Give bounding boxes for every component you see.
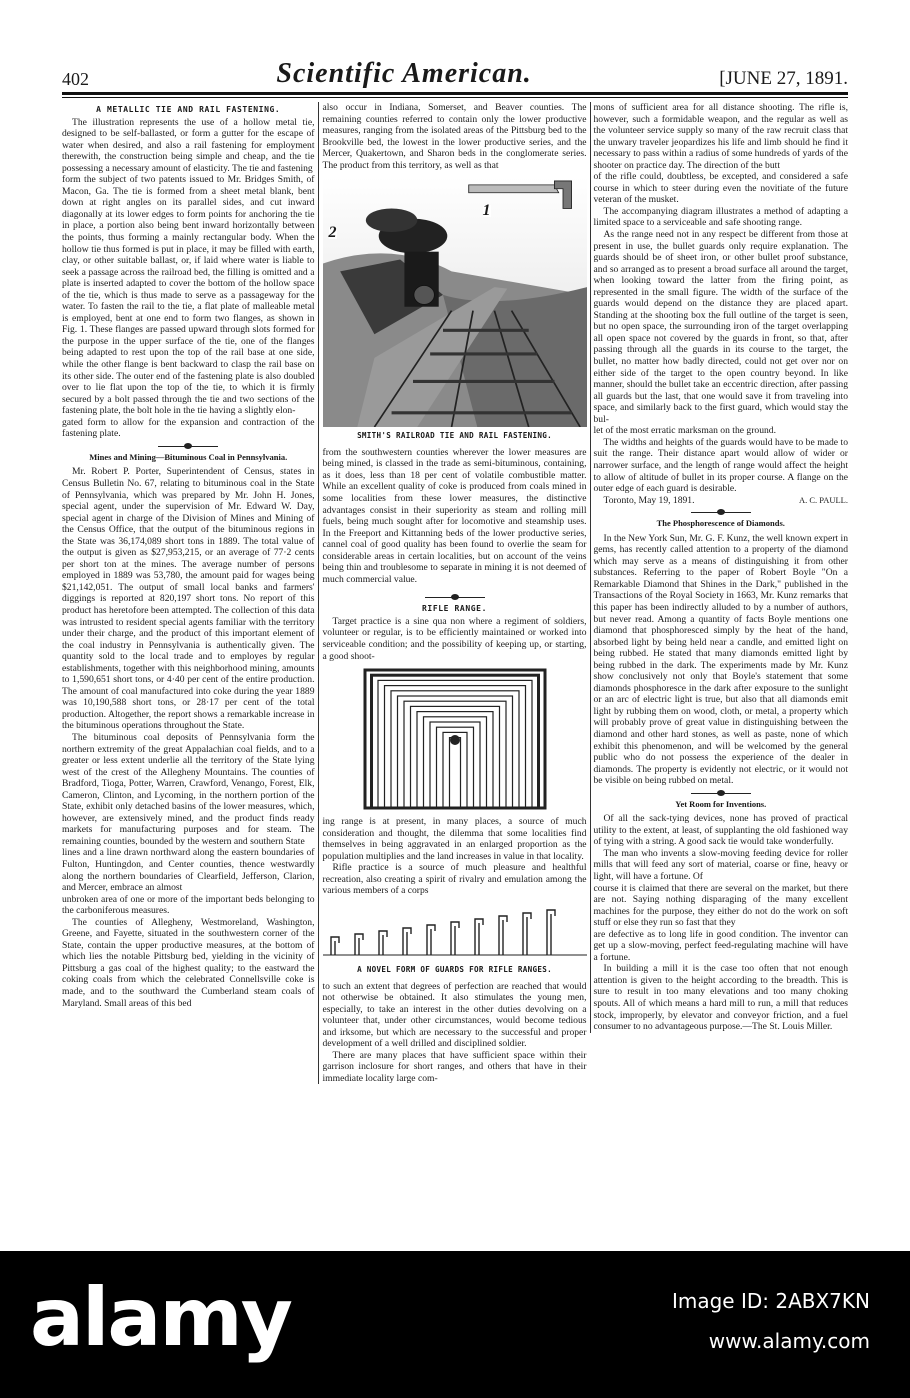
guard-shape	[499, 916, 507, 955]
article-title: RIFLE RANGE.	[422, 604, 487, 614]
guard-frame	[397, 696, 512, 808]
divider	[425, 593, 485, 601]
rifle-range-diagram	[355, 668, 555, 810]
paragraph: Target practice is a sine qua non where a regiment of soldiers, volunteer or regular, is to be efficiently maintained or worked into serviceable condition; and the possibility of keeping up, or starting, a good shoot-	[322, 615, 587, 662]
article-title: The Phosphorescence of Diamonds.	[656, 518, 785, 529]
paragraph: The illustration represents the use of a hollow metal tie, designed to be self-ballasted, or form a gutter for the escape of water when desired, and also a rail fastening for employment therewith, the construction being simple and cheap, and the tie possessing a necessary amount of elasticity. The tie and fastening	[62, 116, 315, 174]
guard-frame	[430, 722, 480, 808]
guard-shape	[523, 913, 531, 955]
place-date: Toronto, May 19, 1891.	[603, 494, 695, 506]
watermark-logo: alamy	[30, 1271, 291, 1364]
divider	[691, 508, 751, 516]
guard-shape	[547, 910, 555, 955]
guards-row-figure	[323, 903, 587, 961]
paragraph: are defective as to long life in good condition. The inventor can get up a slow-moving, perfect feed-regulating machine will have a fortune.	[593, 928, 848, 963]
guard-shape	[379, 931, 387, 955]
paragraph: mons of sufficient area for all distance shooting. The rifle is, however, such a formidable weapon, and the regular as well as the volunteer service supply so many of the raw recruit class that the unwary traveler jeopardizes his life and limb should he find it necessary to pass within a radius of some hundreds of yards of the shooter on practice day. The direction of the butt	[593, 102, 848, 171]
paragraph: The widths and heights of the guards would have to be made to suit the range. Their distance apart would allow of wider or narrower surface, and the length of range would affect the height to allow of altitude of bullet in its proper course. A flange on the outer edge of each guard is desirable.	[593, 436, 848, 495]
paragraph: gated form to allow for the expansion and contraction of the fastening plate.	[62, 416, 315, 440]
watermark-bar	[0, 1251, 910, 1398]
columns	[62, 102, 848, 1084]
paragraph: course it is claimed that there are several on the market, but there are not. Saying nothing disparaging of the many excellent machines for the purpose, they either do not do the work on soft stuff or else they run so fast that they	[593, 882, 848, 929]
paragraph: to such an extent that degrees of perfection are reached that would not otherwise be obtained. It also stimulates the young men, especially, to take an interest in the other duties devolving on a volunteer that, under other circumstances, would become tedious and irksome, but which are necessary to the successful and proper development of a well drilled and disciplined soldier.	[322, 980, 587, 1050]
guards-caption: A NOVEL FORM OF GUARDS FOR RIFLE RANGES.	[357, 964, 552, 974]
paragraph: Rifle practice is a source of much pleasure and healthful recreation, also creating a spirit of rivalry and emulation among the various members of a corps	[322, 862, 587, 897]
figure-label-1: 1	[482, 202, 491, 220]
train-engraving	[323, 177, 587, 427]
divider	[691, 789, 751, 797]
target-icon	[450, 735, 460, 745]
guard-frame	[423, 717, 486, 808]
page-number: 402	[62, 69, 89, 89]
guard-shape	[475, 919, 483, 955]
paragraph: The man who invents a slow-moving feeding device for roller mills that will feed any sort of material, coarse or fine, heavy or light, will have a fortune. Of	[593, 847, 848, 882]
figure-label-2: 2	[328, 224, 337, 242]
masthead-row	[62, 60, 848, 90]
paragraph: As the range need not in any respect be different from those at present in use, the bullet guards only require explanation. The guards should be of sheet iron, or other bullet proof substance, and so arranged as to present a broad surface all around the target, when looking toward the latter from the firing point, as represented in the small figure. The width of the surface of the guards would depend on the distance they are placed apart. Standing at the shooting box the full outline of the target is seen, but no open space, the surrounding iron of the target overlapping all open space not covered by the guards in front, so that, after passing through all the guards in its course to the target, the bullet, no matter how badly directed, could not get over nor on either side of the target to the open country beyond. In like manner, should the bullet take an eccentric direction, after passing all guards but the last, that one would save it from traveling into space, and similarly back to the first guard, which would stay the bul-	[593, 229, 848, 425]
divider	[158, 442, 218, 450]
guard-shape	[355, 934, 363, 955]
paragraph: In the New York Sun, Mr. G. F. Kunz, the well known expert in gems, has recently called attention to a property of the diamond which may serve as a means of distinguishing it from other substances. Referring to the paper of Robert Boyle "On a Remarkable Diamond that Shines in the Dark," published in the Transactions of the Royal Society in 1663, Mr. Kunz remarks that this paper has been indirectly alluded to by a number of authors, but never read. Among a quantity of facts Boyle mentions one diamond that phosphoresced simply by the heat of the hand, absorbed light by being held near a candle, and emitted light on being rubbed. He stated that many diamonds emitted light by being rubbed in the dark. The experiments made by Mr. Kunz show conclusively not only that Boyle's statement that some diamonds phosphoresce in the dark after exposure to the sunlight or an arc of electric light is true, but also that all diamonds emit light by rubbing them on wood, cloth, or metal, a property which will probably prove of great value in distinguishing between the diamond and other hard stones, as well as paste, none of which exhibit this phenomenon, and will be welcomed by the general public who do not possess the experience of the dealer in diamonds. The property is evidently not electric, or it would not be visible on being rubbed on metal.	[593, 532, 848, 787]
guard-shape	[331, 937, 339, 955]
paragraph: ing range is at present, in many places, a source of much consideration and thought, the dilemma that some localities find themselves in being aggravated in an enlarged proportion as the population multiplies and the land increases in value in that locality.	[322, 816, 587, 862]
article-title: A METALLIC TIE AND RAIL FASTENING.	[96, 105, 281, 114]
signature-line	[594, 495, 849, 507]
column-1	[62, 102, 318, 1009]
guard-shape	[403, 928, 411, 955]
watermark-url: www.alamy.com	[708, 1329, 870, 1353]
paragraph: unbroken area of one or more of the important beds belonging to the carboniferous measures.	[62, 893, 315, 917]
paragraph: of the rifle could, doubtless, be excepted, and considered a safe course in which to steer during even the novitiate of the future veteran of the musket.	[593, 171, 848, 206]
header-rule	[62, 92, 848, 98]
paragraph: form the subject of two patents issued to Mr. Bridges Smith, of Macon, Ga. The tie is formed from a sheet metal blank, bent down at right angles on its parallel sides, and cut inward diagonally at its lower edges to form points for anchoring the tie in place, a portion also being bent inward horizontally between the points, thus forming a mainly rectangular body. When the hollow tie thus formed is put in place, it may be filled with earth, clay, or other suitable ballast, or, if laid where water is liable to seek a passage across the railroad bed, the filling is omitted and a plate is inserted adapted to cover the bottom of the hollow space of the tie, which is thus made to serve as a passageway for the water. To fasten the rail to the tie, a flat plate of malleable metal is employed, bent at one end to form two flanges, as shown in Fig. 1. These flanges are passed upward through slots formed for the purpose in the upper surface of the tie, one of the flanges being adapted to rest upon the top of the rail base at one side, while the other flange is bent backward to clasp the rail base on its other side. The outer end of the fastening plate is also doubled over to lie flat upon the top of the tie, to which it is firmly secured by a bolt passed through the tie and two sections of the fastening plate, the bolt hole in the tie having a slightly elon-	[62, 174, 315, 417]
paragraph: In building a mill it is the case too often that not enough attention is given to the height according to the breadth. This is sure to result in too many elevations and too many choking spouts. All of which means a hard mill to run, a mill that reduces stock, improperly, by elevator and conveyor friction, and a fuel consumer to no advantageous purpose.—The St. Louis Miller.	[593, 963, 848, 1033]
paragraph: The bituminous coal deposits of Pennsylvania form the northern extremity of the great Appalachian coal fields, and to a greater or less extent underlie all the territory of the State lying west of the crest of the Allegheny Mountains. The counties of Bradford, Tioga, Potter, Warren, Crawford, Venango, Forest, Elk, Cameron, Clinton, and Lycoming, in the northern portion of the State, exhibit only detached basins of the lower measures, which, however, are extensively mined, and the product finds ready markets for manufacturing purposes and for steam. The remaining counties, bounded by the western and southern State	[62, 731, 315, 847]
guard-frame	[417, 712, 493, 808]
paragraph: also occur in Indiana, Somerset, and Beaver counties. The remaining counties referred to contain only the lower productive measures, ranging from the isolated areas of the Pittsburg bed to the Brookville bed, the lowest in the lower productive series, and the Mercer, Quakertown, and Sharon beds in the conglomerate series. The product from this territory, as well as that	[322, 102, 587, 171]
guards-illustration	[323, 903, 587, 961]
guard-frame	[449, 738, 460, 808]
masthead: Scientific American.	[276, 58, 532, 89]
guard-shape	[427, 925, 435, 955]
railroad-tie-illustration	[323, 177, 587, 427]
paragraph: The accompanying diagram illustrates a method of adapting a limited space to a serviceable and safe shooting range.	[593, 205, 848, 229]
paragraph: There are many places that have sufficient space within their garrison inclosure for short ranges, and others that have in their immediate locality large com-	[322, 1049, 587, 1084]
paragraph: Of all the sack-tying devices, none has proved of practical utility to the extent, at least, of supplanting the old fashioned way of tying with a string. A good sack tie would take wonderfully.	[593, 813, 848, 848]
column-2	[318, 102, 590, 1084]
paragraph: Mr. Robert P. Porter, Superintendent of Census, states in Census Bulletin No. 67, relating to bituminous coal in the State of Pennsylvania, which was prepared by Mr. John H. Jones, special agent, under the supervision of Mr. Edward W. Day, special agent in charge of the Division of Mines and Mining of the Census Office, that the output of the bituminous regions in the State was 36,174,089 short tons in 1889. The total value of the output is given as $27,953,215, or an average of 77·2 cents per short ton at the mines. The average number of persons employed in 1889 was 53,780, the amount paid for wages being $21,142,051. The output of small local banks and farmers' diggings is reported at 820,197 short tons. No report of this product has heretofore been attempted. The collection of this data was intrusted to resident special agents familiar with the territory under their charge, and the product of this important element of the coal industry in Pennsylvania is authentically given. The quantity sold to the local trade and to employes by regular establishments, together with this neighborhood mining, amounts to 1,590,651 short tons, or 4·40 per cent of the entire production. The amount of coal manufactured into coke during the year 1889 was 10,190,588 short tons, or 28·17 per cent of the total production. Altogether, the report shows a remarkable increase in the bituminous operations throughout the State.	[62, 466, 315, 732]
paragraph: The counties of Allegheny, Westmoreland, Washington, Greene, and Fayette, situated in the southwestern corner of the State, contain the upper productive measures, at the bottom of which lies the notable Pittsburg bed, yielding in the vicinity of Pittsburg a gas coal of the highest quality; to the eastward the coking coals from which the celebrated Connellsville coke is made, and to the southward the Cumberland steam coals of Maryland. Small areas of this bed	[62, 916, 315, 1009]
article-title: Mines and Mining—Bituminous Coal in Pennsylvania.	[89, 451, 288, 462]
paragraph: lines and a line drawn northward along the eastern boundaries of Fulton, Huntingdon, and Center counties, thence westwardly along the northern boundaries of Clearfield, Jefferson, Clarion, and Mercer, embrace an almost	[62, 847, 315, 894]
guard-shape	[451, 922, 459, 955]
guard-frame	[384, 686, 525, 808]
column-3	[590, 102, 849, 1033]
paragraph: from the southwestern counties wherever the lower measures are being mined, is classed in the trade as semi-bituminous, containing, as it does, less than 18 per cent of volatile combustible matter. While an excellent quality of coke is produced from coals mined in some localities from these lower measures, the distinctive advantages consist in their superiority as steam and rolling mill fuels, being much sought after for locomotive and steamship uses. In the Freeport and Kittanning beds of the lower productive series, cannel coal of good quality has been found to overlie the seam for considerable areas in certain localities, but on account of the veins being thin and troublesome to separate in mining it is not deemed of much commercial value.	[322, 446, 587, 585]
train-caption: SMITH'S RAILROAD TIE AND RAIL FASTENING.	[357, 431, 552, 441]
watermark-image-id: Image ID: 2ABX7KN	[671, 1289, 870, 1313]
author: A. C. PAULL.	[798, 494, 848, 505]
issue-date: [JUNE 27, 1891.	[719, 68, 848, 89]
nested-guards-figure	[355, 668, 555, 810]
article-title: Yet Room for Inventions.	[675, 798, 767, 809]
paragraph: let of the most erratic marksman on the ground.	[593, 425, 776, 437]
